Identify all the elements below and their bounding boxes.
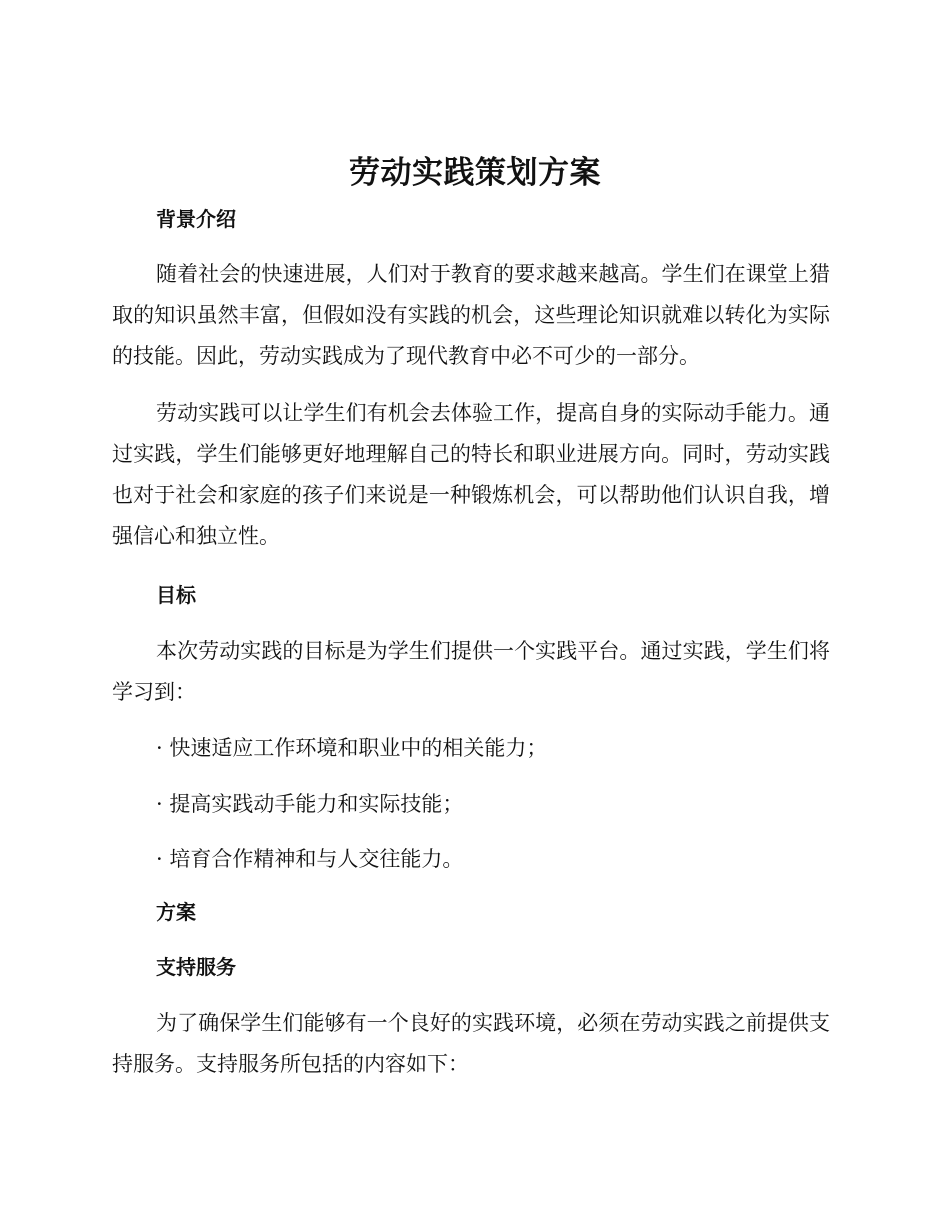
paragraph-background-1: 随着社会的快速进展，人们对于教育的要求越来越高。学生们在课堂上猎取的知识虽然丰富，但假如没有实践的机会，这些理论知识就难以转化为实际的技能。因此，劳动实践成为了现代教育中必不可少的一部分。 [112,262,830,368]
section-heading-plan: 方案 [156,900,196,924]
goal-bullet-item: · 培育合作精神和与人交往能力。 [156,847,464,871]
goal-bullet-item: · 快速适应工作环境和职业中的相关能力； [156,736,548,760]
section-heading-support: 支持服务 [156,955,236,979]
paragraph-goal-1: 本次劳动实践的目标是为学生们提供一个实践平台。通过实践，学生们将学习到： [112,639,830,704]
paragraph-background-2: 劳动实践可以让学生们有机会去体验工作，提高自身的实际动手能力。通过实践，学生们能够更好地理解自己的特长和职业进展方向。同时，劳动实践也对于社会和家庭的孩子们来说是一种锻炼机会，可以帮助他们认识自我，增强信心和独立性。 [112,401,830,548]
goal-bullet-item: · 提高实践动手能力和实际技能； [156,792,464,816]
document-title: 劳动实践策划方案 [349,155,601,191]
section-heading-background: 背景介绍 [156,207,236,231]
section-heading-goal: 目标 [156,583,196,607]
paragraph-support-1: 为了确保学生们能够有一个良好的实践环境，必须在劳动实践之前提供支持服务。支持服务所包括的内容如下： [112,1011,830,1076]
